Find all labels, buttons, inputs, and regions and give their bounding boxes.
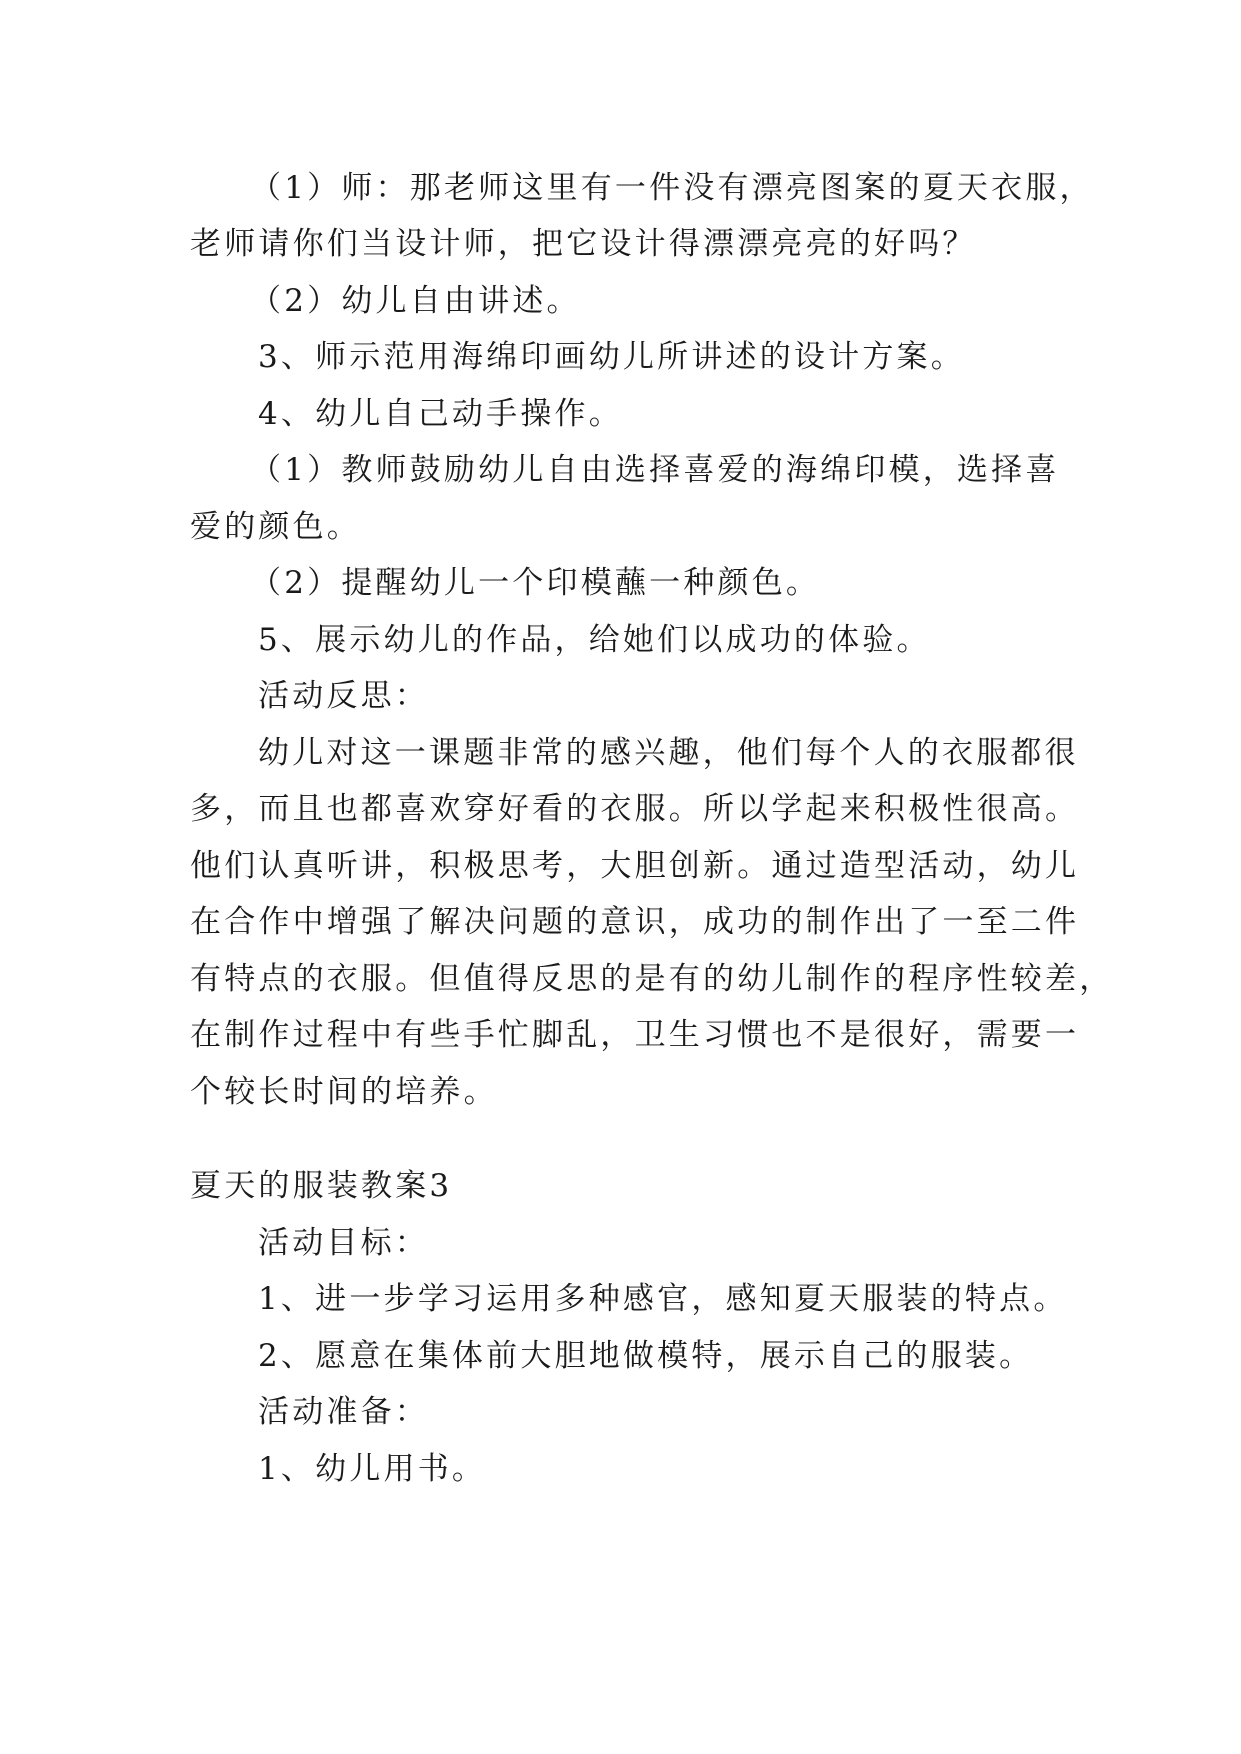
paragraph-line: 2、愿意在集体前大胆地做模特，展示自己的服装。 [258,1338,1034,1374]
paragraph-line: 1、进一步学习运用多种感官，感知夏天服装的特点。 [258,1281,1068,1317]
section-label: 活动目标： [258,1225,429,1261]
paragraph-line: 1、幼儿用书。 [258,1451,487,1487]
paragraph-line: （1）教师鼓励幼儿自由选择喜爱的海绵印模，选择喜 [250,452,1060,488]
paragraph-line: 4、幼儿自己动手操作。 [258,396,623,432]
paragraph-line: 有特点的衣服。但值得反思的是有的幼儿制作的程序性较差， [190,961,1114,997]
paragraph-line: 在合作中增强了解决问题的意识，成功的制作出了一至二件 [190,904,1080,940]
paragraph-line: 他们认真听讲，积极思考，大胆创新。通过造型活动，幼儿 [190,848,1080,884]
paragraph-line: （2）提醒幼儿一个印模蘸一种颜色。 [250,565,821,601]
paragraph-line: 5、展示幼儿的作品，给她们以成功的体验。 [258,622,931,658]
paragraph-line: 在制作过程中有些手忙脚乱，卫生习惯也不是很好，需要一 [190,1017,1080,1053]
paragraph-line: 个较长时间的培养。 [190,1074,498,1110]
section-heading: 夏天的服装教案3 [190,1168,453,1204]
paragraph-line: 爱的颜色。 [190,509,361,545]
paragraph-line: 3、师示范用海绵印画幼儿所讲述的设计方案。 [258,339,965,375]
paragraph-line: 老师请你们当设计师，把它设计得漂漂亮亮的好吗？ [190,226,977,262]
paragraph-line: 多，而且也都喜欢穿好看的衣服。所以学起来积极性很高。 [190,791,1080,827]
paragraph-line: （2）幼儿自由讲述。 [250,283,581,319]
paragraph-line: （1）师：那老师这里有一件没有漂亮图案的夏天衣服， [250,170,1094,206]
section-label: 活动准备： [258,1394,429,1430]
section-label: 活动反思： [258,678,429,714]
paragraph-line: 幼儿对这一课题非常的感兴趣，他们每个人的衣服都很 [258,735,1079,771]
